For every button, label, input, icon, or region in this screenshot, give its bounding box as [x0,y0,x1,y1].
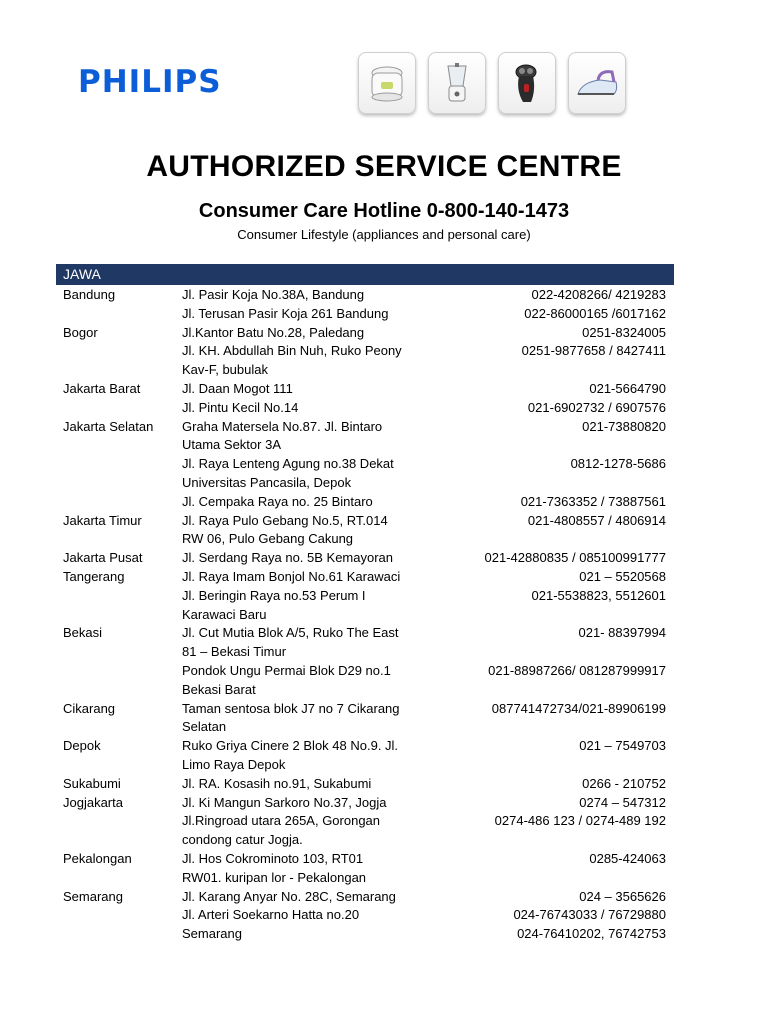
city-cell [56,474,182,493]
address-cell: Taman sentosa blok J7 no 7 Cikarang [182,700,400,716]
city-cell [56,493,182,512]
address-cell: Selatan [182,719,227,735]
table-row-line [56,700,674,719]
address-cell: 81 – Bekasi Timur [182,644,287,660]
table-row-line [56,718,674,737]
city-cell [56,756,182,775]
table-row [56,493,674,512]
address-cell: Limo Raya Depok [182,756,286,772]
city-cell [56,869,182,888]
table-row-line [56,606,674,625]
phone-cell: 021 – 5520568 [579,568,666,584]
table-row [56,305,674,324]
address-cell: Graha Matersela No.87. Jl. Bintaro [182,418,383,434]
table-row-line [56,737,674,756]
table-row [56,342,674,380]
table-row [56,399,674,418]
address-cell: Jl. Hos Cokrominoto 103, RT01 [182,850,364,866]
address-cell: Utama Sektor 3A [182,437,281,453]
table-row-line [56,418,674,437]
address-cell: Jl.Kantor Batu No.28, Paledang [182,324,365,340]
hotline-text: Consumer Care Hotline 0-800-140-1473 [198,200,570,222]
city-cell: Jakarta Selatan [63,418,154,434]
address-cell: Semarang [182,926,242,942]
address-cell: Jl. KH. Abdullah Bin Nuh, Ruko Peony [182,343,402,359]
table-row-line [56,455,674,474]
phone-cell [464,718,674,737]
table-row-line [56,756,674,775]
table-row-line [56,493,674,512]
city-cell: Tangerang [63,568,125,584]
table-row-line [56,831,674,850]
phone-cell: 021-42880835 / 085100991777 [484,550,666,566]
table-row-line [56,888,674,907]
shaver-icon [498,52,556,114]
city-cell [56,530,182,549]
address-cell: Jl. Arteri Soekarno Hatta no.20 [182,907,360,923]
address-cell: Jl. Pintu Kecil No.14 [182,399,299,415]
address-cell: Jl. Daan Mogot 111 [182,380,293,396]
city-cell: Depok [63,738,101,754]
blender-icon [428,52,486,114]
address-cell: RW 06, Pulo Gebang Cakung [182,531,354,547]
table-row [56,812,674,850]
table-row [56,700,674,738]
table-row [56,418,674,456]
phone-cell: 022-4208266/ 4219283 [531,287,666,302]
phone-cell [464,474,674,493]
city-cell: Jakarta Timur [63,512,142,528]
city-cell [56,831,182,850]
table-row-line [56,474,674,493]
phone-cell [464,530,674,549]
city-cell [56,812,182,831]
table-row-line [56,436,674,455]
address-cell: Jl. Ki Mangun Sarkoro No.37, Jogja [182,794,387,810]
city-cell [56,587,182,606]
phone-cell [464,756,674,775]
table-row [56,286,674,305]
phone-cell [464,606,674,625]
phone-cell [464,831,674,850]
city-cell: Bekasi [63,625,103,641]
table-row-line [56,361,674,380]
phone-cell: 0274 – 547312 [579,794,666,810]
region-header: JAWA [56,264,674,285]
address-cell: Jl. Terusan Pasir Koja 261 Bandung [182,305,389,321]
table-row [56,737,674,775]
philips-logo: PHILIPS [78,64,222,100]
phone-cell: 024-76410202, 76742753 [517,926,666,942]
phone-cell [464,643,674,662]
table-row [56,549,674,568]
address-cell: Jl. Serdang Raya no. 5B Kemayoran [182,550,394,566]
table-row [56,925,674,944]
table-row [56,906,674,925]
city-cell: Bogor [63,324,98,340]
address-cell: Jl. Beringin Raya no.53 Perum I [182,587,366,603]
table-row-line [56,549,674,568]
address-cell: Bekasi Barat [182,681,256,697]
phone-cell: 0251-8324005 [582,324,666,340]
address-cell: Jl. Cempaka Raya no. 25 Bintaro [182,493,373,509]
city-cell [56,643,182,662]
city-cell [56,455,182,474]
address-cell: Jl. Raya Imam Bonjol No.61 Karawaci [182,568,401,584]
phone-cell: 021-6902732 / 6907576 [527,399,666,415]
city-cell [56,361,182,380]
table-row [56,380,674,399]
table-row-line [56,512,674,531]
table-row-line [56,925,674,944]
city-cell: Jakarta Pusat [63,550,143,566]
city-cell: Jakarta Barat [63,380,141,396]
address-cell: Jl. RA. Kosasih no.91, Sukabumi [182,775,372,791]
table-row-line [56,869,674,888]
address-cell: Pondok Ungu Permai Blok D29 no.1 [182,662,391,678]
phone-cell: 021- 88397994 [578,625,666,641]
address-cell: Jl. Raya Pulo Gebang No.5, RT.014 [182,512,388,528]
table-row [56,775,674,794]
address-cell: Karawaci Baru [182,606,267,622]
phone-cell: 021-88987266/ 081287999917 [488,662,666,678]
address-cell: Kav-F, bubulak [182,362,268,378]
address-cell: Jl. Cut Mutia Blok A/5, Ruko The East [182,625,399,641]
city-cell: Pekalongan [63,850,132,866]
service-centre-table [56,286,674,944]
table-row-line [56,775,674,794]
table-row-line [56,342,674,361]
address-cell: Universitas Pancasila, Depok [182,474,352,490]
phone-cell: 0266 - 210752 [582,775,666,791]
phone-cell: 0251-9877658 / 8427411 [521,343,666,359]
rice-cooker-icon [358,52,416,114]
page-title: AUTHORIZED SERVICE CENTRE [146,150,622,183]
city-cell [56,606,182,625]
address-cell: Jl. Raya Lenteng Agung no.38 Dekat [182,456,394,472]
phone-cell [464,361,674,380]
city-cell: Semarang [63,888,123,904]
phone-cell [464,436,674,455]
phone-cell: 0274-486 123 / 0274-489 192 [494,813,666,829]
page-header [0,0,768,130]
city-cell [56,305,182,324]
table-row [56,888,674,907]
phone-cell [464,681,674,700]
table-row [56,568,674,587]
iron-icon [568,52,626,114]
table-row [56,324,674,343]
city-cell [56,681,182,700]
table-row-line [56,324,674,343]
city-cell: Sukabumi [63,775,121,791]
table-row-line [56,681,674,700]
address-cell: Jl. Karang Anyar No. 28C, Semarang [182,888,396,904]
table-row [56,662,674,700]
table-row-line [56,380,674,399]
city-cell [56,718,182,737]
table-row-line [56,399,674,418]
city-cell: Cikarang [63,700,116,716]
table-row [56,587,674,625]
address-cell: Jl.Ringroad utara 265A, Gorongan [182,813,381,829]
table-row-line [56,587,674,606]
phone-cell: 0285-424063 [589,850,666,866]
city-cell: Jogjakarta [63,794,123,810]
table-row-line [56,643,674,662]
table-row [56,850,674,888]
table-row-line [56,568,674,587]
city-cell [56,342,182,361]
phone-cell: 087741472734/021-89906199 [491,700,666,716]
phone-cell [464,869,674,888]
table-row-line [56,624,674,643]
table-row [56,794,674,813]
table-row-line [56,794,674,813]
city-cell [56,925,182,944]
phone-cell: 022-86000165 /6017162 [524,305,666,321]
table-row-line [56,662,674,681]
phone-cell: 0812-1278-5686 [570,456,666,472]
phone-cell: 021 – 7549703 [579,738,666,754]
product-images [358,52,626,114]
address-cell: Ruko Griya Cinere 2 Blok 48 No.9. Jl. [182,738,399,754]
city-cell [56,399,182,418]
city-cell: Bandung [63,287,116,302]
table-row-line [56,850,674,869]
address-cell: Jl. Pasir Koja No.38A, Bandung [182,287,365,302]
city-cell [56,662,182,681]
city-cell [56,906,182,925]
table-row-line [56,286,674,305]
table-row-line [56,305,674,324]
phone-cell: 021-4808557 / 4806914 [527,512,666,528]
phone-cell: 021-5664790 [589,380,666,396]
address-cell: RW01. kuripan lor - Pekalongan [182,869,367,885]
phone-cell: 021-5538823, 5512601 [531,587,666,603]
phone-cell: 021-73880820 [582,418,666,434]
city-cell [56,436,182,455]
table-row-line [56,812,674,831]
address-cell: condong catur Jogja. [182,832,303,848]
table-row [56,455,674,493]
phone-cell: 024-76743033 / 76729880 [513,907,666,923]
table-row [56,512,674,550]
table-row-line [56,906,674,925]
phone-cell: 021-7363352 / 73887561 [520,493,666,509]
table-row [56,624,674,662]
table-row-line [56,530,674,549]
phone-cell: 024 – 3565626 [579,888,666,904]
subtitle-text: Consumer Lifestyle (appliances and personal care) [237,227,531,242]
